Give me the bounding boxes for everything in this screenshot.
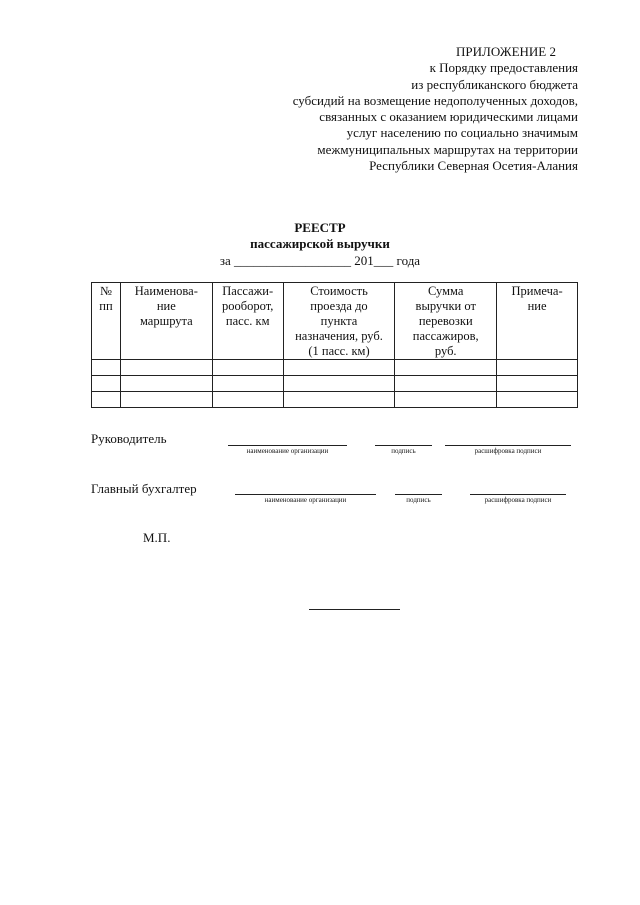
accountant-decoding-field[interactable] <box>470 494 566 495</box>
stamp-label: М.П. <box>143 530 171 545</box>
appendix-line: из республиканского бюджета <box>411 76 578 92</box>
reporting-period: за __________________ 201___ года <box>219 253 421 268</box>
col-header-note <box>497 283 578 360</box>
col-header-number <box>92 283 121 360</box>
registry-table <box>91 282 578 408</box>
head-signature-field[interactable] <box>375 445 432 446</box>
appendix-block <box>238 44 578 174</box>
table-cell <box>212 376 283 392</box>
table-header-row <box>92 283 578 360</box>
header-text: Наименова- ние маршрута <box>134 284 198 328</box>
title-block <box>0 220 640 270</box>
table-cell <box>92 392 121 408</box>
table-cell <box>212 392 283 408</box>
header-text: Пассажи- рооборот, пасс. км <box>222 284 274 328</box>
table-cell <box>395 360 497 376</box>
table-cell <box>92 376 121 392</box>
header-text: Стоимость проезда до пункта назначения, руб. (1 пасс. км) <box>295 284 383 358</box>
header-text: № пп <box>99 284 113 313</box>
table-cell <box>92 360 121 376</box>
appendix-heading: ПРИЛОЖЕНИЕ 2 <box>456 44 556 59</box>
document-title: РЕЕСТР <box>294 220 346 235</box>
table-cell <box>120 392 212 408</box>
table-cell <box>212 360 283 376</box>
table-cell <box>497 360 578 376</box>
table-cell <box>283 392 395 408</box>
head-org-name-field[interactable] <box>228 445 347 446</box>
appendix-line: услуг населению по социально значимым <box>346 125 578 141</box>
accountant-signature-caption: подпись <box>406 496 431 504</box>
appendix-line: к Порядку предоставления <box>429 60 578 76</box>
table-cell <box>120 376 212 392</box>
header-text: Примеча- ние <box>511 284 563 313</box>
appendix-line: субсидий на возмещение недополученных доходов, <box>292 92 578 108</box>
appendix-line: Республики Северная Осетия-Алания <box>369 158 578 174</box>
footer-separator-line <box>309 609 400 610</box>
table-cell <box>283 376 395 392</box>
col-header-revenue <box>395 283 497 360</box>
head-org-name-caption: наименование организации <box>246 447 329 455</box>
table-row <box>92 376 578 392</box>
appendix-line: межмуниципальных маршрутах на территории <box>317 141 578 157</box>
table-cell <box>395 392 497 408</box>
accountant-org-name-caption: наименование организации <box>264 496 347 504</box>
head-decoding-field[interactable] <box>445 445 571 446</box>
table-row <box>92 392 578 408</box>
table-cell <box>395 376 497 392</box>
head-signature-label: Руководитель <box>91 431 167 446</box>
head-decoding-caption: расшифровка подписи <box>474 447 542 455</box>
table-cell <box>283 360 395 376</box>
table-cell <box>120 360 212 376</box>
col-header-fare <box>283 283 395 360</box>
col-header-passenger-turnover <box>212 283 283 360</box>
accountant-decoding-caption: расшифровка подписи <box>484 496 552 504</box>
header-text: Сумма выручки от перевозки пассажиров, руб. <box>412 284 479 358</box>
appendix-line: связанных с оказанием юридическими лицами <box>319 109 578 125</box>
col-header-route-name <box>120 283 212 360</box>
accountant-signature-field[interactable] <box>395 494 442 495</box>
table-cell <box>497 392 578 408</box>
table-cell <box>497 376 578 392</box>
accountant-signature-label: Главный бухгалтер <box>91 481 197 496</box>
table-row <box>92 360 578 376</box>
document-subtitle: пассажирской выручки <box>250 236 390 251</box>
accountant-org-name-field[interactable] <box>235 494 376 495</box>
head-signature-caption: подпись <box>391 447 416 455</box>
